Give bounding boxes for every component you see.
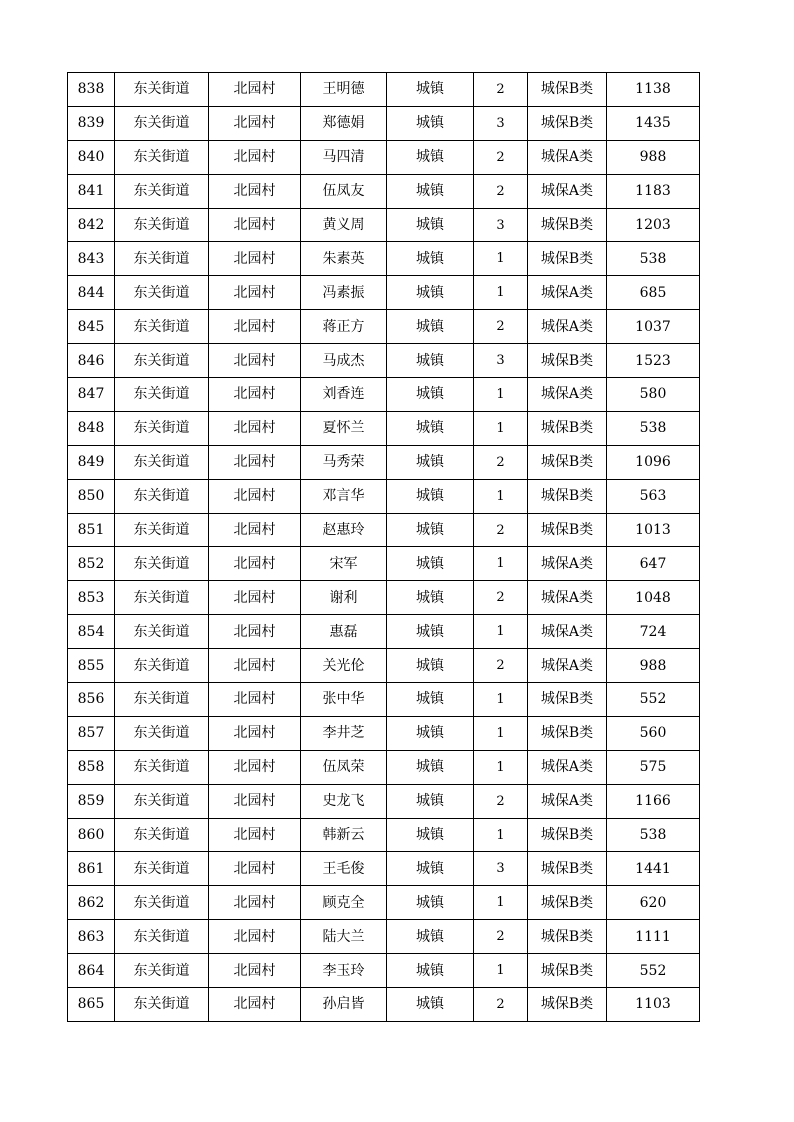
row-number-cell: 865 [68, 988, 115, 1022]
amount-cell: 580 [607, 378, 700, 412]
table-row [68, 784, 700, 818]
member-count-cell: 2 [474, 73, 528, 107]
category-cell: 城保B类 [528, 988, 607, 1022]
name-cell: 郑德娟 [301, 106, 387, 140]
name-cell: 朱素英 [301, 242, 387, 276]
amount-cell: 1441 [607, 852, 700, 886]
village-cell: 北园村 [209, 378, 301, 412]
table-row [68, 886, 700, 920]
household-type-cell: 城镇 [387, 174, 474, 208]
member-count-cell: 1 [474, 716, 528, 750]
name-cell: 邓言华 [301, 479, 387, 513]
name-cell: 马四清 [301, 140, 387, 174]
member-count-cell: 2 [474, 174, 528, 208]
name-cell: 蒋正方 [301, 310, 387, 344]
row-number-cell: 840 [68, 140, 115, 174]
street-cell: 东关街道 [115, 954, 209, 988]
street-cell: 东关街道 [115, 242, 209, 276]
name-cell: 李玉玲 [301, 954, 387, 988]
amount-cell: 647 [607, 547, 700, 581]
name-cell: 孙启皆 [301, 988, 387, 1022]
name-cell: 谢利 [301, 581, 387, 615]
member-count-cell: 1 [474, 954, 528, 988]
table-row [68, 513, 700, 547]
member-count-cell: 1 [474, 683, 528, 717]
category-cell: 城保B类 [528, 852, 607, 886]
village-cell: 北园村 [209, 310, 301, 344]
category-cell: 城保A类 [528, 581, 607, 615]
village-cell: 北园村 [209, 852, 301, 886]
street-cell: 东关街道 [115, 445, 209, 479]
table-row [68, 683, 700, 717]
village-cell: 北园村 [209, 106, 301, 140]
row-number-cell: 848 [68, 411, 115, 445]
household-type-cell: 城镇 [387, 445, 474, 479]
household-type-cell: 城镇 [387, 276, 474, 310]
row-number-cell: 843 [68, 242, 115, 276]
street-cell: 东关街道 [115, 73, 209, 107]
row-number-cell: 850 [68, 479, 115, 513]
category-cell: 城保B类 [528, 513, 607, 547]
member-count-cell: 2 [474, 649, 528, 683]
household-type-cell: 城镇 [387, 73, 474, 107]
row-number-cell: 862 [68, 886, 115, 920]
category-cell: 城保B类 [528, 818, 607, 852]
category-cell: 城保B类 [528, 683, 607, 717]
village-cell: 北园村 [209, 818, 301, 852]
amount-cell: 575 [607, 750, 700, 784]
household-type-cell: 城镇 [387, 649, 474, 683]
member-count-cell: 3 [474, 208, 528, 242]
category-cell: 城保B类 [528, 716, 607, 750]
village-cell: 北园村 [209, 73, 301, 107]
street-cell: 东关街道 [115, 276, 209, 310]
household-type-cell: 城镇 [387, 581, 474, 615]
name-cell: 伍凤荣 [301, 750, 387, 784]
village-cell: 北园村 [209, 547, 301, 581]
table-row [68, 750, 700, 784]
village-cell: 北园村 [209, 954, 301, 988]
row-number-cell: 839 [68, 106, 115, 140]
household-type-cell: 城镇 [387, 411, 474, 445]
village-cell: 北园村 [209, 411, 301, 445]
street-cell: 东关街道 [115, 750, 209, 784]
street-cell: 东关街道 [115, 344, 209, 378]
row-number-cell: 856 [68, 683, 115, 717]
row-number-cell: 841 [68, 174, 115, 208]
name-cell: 赵惠玲 [301, 513, 387, 547]
category-cell: 城保A类 [528, 547, 607, 581]
amount-cell: 1103 [607, 988, 700, 1022]
row-number-cell: 849 [68, 445, 115, 479]
household-type-cell: 城镇 [387, 988, 474, 1022]
member-count-cell: 2 [474, 140, 528, 174]
category-cell: 城保B类 [528, 106, 607, 140]
table-row [68, 174, 700, 208]
row-number-cell: 852 [68, 547, 115, 581]
street-cell: 东关街道 [115, 378, 209, 412]
row-number-cell: 864 [68, 954, 115, 988]
table-row [68, 378, 700, 412]
category-cell: 城保A类 [528, 784, 607, 818]
amount-cell: 563 [607, 479, 700, 513]
household-type-cell: 城镇 [387, 615, 474, 649]
village-cell: 北园村 [209, 988, 301, 1022]
amount-cell: 1037 [607, 310, 700, 344]
member-count-cell: 2 [474, 310, 528, 344]
row-number-cell: 857 [68, 716, 115, 750]
amount-cell: 552 [607, 683, 700, 717]
member-count-cell: 1 [474, 242, 528, 276]
category-cell: 城保B类 [528, 920, 607, 954]
street-cell: 东关街道 [115, 581, 209, 615]
table-row [68, 615, 700, 649]
table-row [68, 988, 700, 1022]
village-cell: 北园村 [209, 174, 301, 208]
household-type-cell: 城镇 [387, 852, 474, 886]
member-count-cell: 2 [474, 920, 528, 954]
row-number-cell: 860 [68, 818, 115, 852]
household-type-cell: 城镇 [387, 547, 474, 581]
member-count-cell: 1 [474, 276, 528, 310]
row-number-cell: 863 [68, 920, 115, 954]
street-cell: 东关街道 [115, 310, 209, 344]
amount-cell: 1166 [607, 784, 700, 818]
table-row [68, 581, 700, 615]
member-count-cell: 1 [474, 886, 528, 920]
street-cell: 东关街道 [115, 174, 209, 208]
village-cell: 北园村 [209, 920, 301, 954]
member-count-cell: 2 [474, 581, 528, 615]
category-cell: 城保A类 [528, 310, 607, 344]
member-count-cell: 2 [474, 513, 528, 547]
amount-cell: 1138 [607, 73, 700, 107]
table-row [68, 106, 700, 140]
category-cell: 城保B类 [528, 344, 607, 378]
village-cell: 北园村 [209, 445, 301, 479]
category-cell: 城保A类 [528, 615, 607, 649]
name-cell: 冯素振 [301, 276, 387, 310]
member-count-cell: 3 [474, 852, 528, 886]
village-cell: 北园村 [209, 683, 301, 717]
amount-cell: 1523 [607, 344, 700, 378]
amount-cell: 1203 [607, 208, 700, 242]
amount-cell: 1048 [607, 581, 700, 615]
table-row [68, 479, 700, 513]
roster-table [67, 72, 700, 1022]
household-type-cell: 城镇 [387, 954, 474, 988]
village-cell: 北园村 [209, 276, 301, 310]
row-number-cell: 855 [68, 649, 115, 683]
row-number-cell: 859 [68, 784, 115, 818]
name-cell: 夏怀兰 [301, 411, 387, 445]
village-cell: 北园村 [209, 750, 301, 784]
street-cell: 东关街道 [115, 615, 209, 649]
row-number-cell: 858 [68, 750, 115, 784]
row-number-cell: 842 [68, 208, 115, 242]
household-type-cell: 城镇 [387, 716, 474, 750]
row-number-cell: 845 [68, 310, 115, 344]
category-cell: 城保B类 [528, 954, 607, 988]
name-cell: 马成杰 [301, 344, 387, 378]
household-type-cell: 城镇 [387, 242, 474, 276]
street-cell: 东关街道 [115, 988, 209, 1022]
household-type-cell: 城镇 [387, 886, 474, 920]
table-row [68, 208, 700, 242]
household-type-cell: 城镇 [387, 920, 474, 954]
member-count-cell: 1 [474, 750, 528, 784]
household-type-cell: 城镇 [387, 513, 474, 547]
category-cell: 城保B类 [528, 411, 607, 445]
name-cell: 陆大兰 [301, 920, 387, 954]
category-cell: 城保B类 [528, 73, 607, 107]
village-cell: 北园村 [209, 581, 301, 615]
category-cell: 城保B类 [528, 242, 607, 276]
amount-cell: 1183 [607, 174, 700, 208]
village-cell: 北园村 [209, 208, 301, 242]
name-cell: 李井芝 [301, 716, 387, 750]
category-cell: 城保A类 [528, 276, 607, 310]
category-cell: 城保B类 [528, 479, 607, 513]
street-cell: 东关街道 [115, 852, 209, 886]
household-type-cell: 城镇 [387, 784, 474, 818]
name-cell: 顾克全 [301, 886, 387, 920]
amount-cell: 538 [607, 411, 700, 445]
table-row [68, 445, 700, 479]
household-type-cell: 城镇 [387, 818, 474, 852]
member-count-cell: 1 [474, 479, 528, 513]
household-type-cell: 城镇 [387, 683, 474, 717]
name-cell: 刘香连 [301, 378, 387, 412]
row-number-cell: 847 [68, 378, 115, 412]
row-number-cell: 861 [68, 852, 115, 886]
household-type-cell: 城镇 [387, 750, 474, 784]
table-row [68, 140, 700, 174]
table-row [68, 852, 700, 886]
name-cell: 黄义周 [301, 208, 387, 242]
table-row [68, 954, 700, 988]
roster-body [68, 73, 700, 1022]
amount-cell: 1013 [607, 513, 700, 547]
street-cell: 东关街道 [115, 140, 209, 174]
household-type-cell: 城镇 [387, 106, 474, 140]
amount-cell: 685 [607, 276, 700, 310]
street-cell: 东关街道 [115, 683, 209, 717]
street-cell: 东关街道 [115, 886, 209, 920]
category-cell: 城保B类 [528, 886, 607, 920]
village-cell: 北园村 [209, 784, 301, 818]
category-cell: 城保B类 [528, 208, 607, 242]
row-number-cell: 838 [68, 73, 115, 107]
street-cell: 东关街道 [115, 208, 209, 242]
village-cell: 北园村 [209, 479, 301, 513]
household-type-cell: 城镇 [387, 479, 474, 513]
street-cell: 东关街道 [115, 547, 209, 581]
table-row [68, 310, 700, 344]
amount-cell: 552 [607, 954, 700, 988]
table-row [68, 649, 700, 683]
row-number-cell: 853 [68, 581, 115, 615]
table-row [68, 276, 700, 310]
table-row [68, 818, 700, 852]
household-type-cell: 城镇 [387, 310, 474, 344]
category-cell: 城保A类 [528, 378, 607, 412]
village-cell: 北园村 [209, 886, 301, 920]
category-cell: 城保A类 [528, 649, 607, 683]
name-cell: 关光伦 [301, 649, 387, 683]
member-count-cell: 3 [474, 106, 528, 140]
street-cell: 东关街道 [115, 106, 209, 140]
row-number-cell: 854 [68, 615, 115, 649]
name-cell: 伍凤友 [301, 174, 387, 208]
household-type-cell: 城镇 [387, 378, 474, 412]
member-count-cell: 1 [474, 818, 528, 852]
amount-cell: 1111 [607, 920, 700, 954]
table-row [68, 547, 700, 581]
household-type-cell: 城镇 [387, 140, 474, 174]
member-count-cell: 1 [474, 411, 528, 445]
table-row [68, 344, 700, 378]
street-cell: 东关街道 [115, 784, 209, 818]
street-cell: 东关街道 [115, 649, 209, 683]
member-count-cell: 1 [474, 615, 528, 649]
name-cell: 马秀荣 [301, 445, 387, 479]
street-cell: 东关街道 [115, 716, 209, 750]
household-type-cell: 城镇 [387, 208, 474, 242]
amount-cell: 538 [607, 818, 700, 852]
category-cell: 城保A类 [528, 140, 607, 174]
village-cell: 北园村 [209, 513, 301, 547]
table-row [68, 73, 700, 107]
street-cell: 东关街道 [115, 920, 209, 954]
table-row [68, 920, 700, 954]
name-cell: 张中华 [301, 683, 387, 717]
name-cell: 惠磊 [301, 615, 387, 649]
amount-cell: 988 [607, 140, 700, 174]
amount-cell: 538 [607, 242, 700, 276]
row-number-cell: 851 [68, 513, 115, 547]
table-row [68, 411, 700, 445]
category-cell: 城保A类 [528, 750, 607, 784]
member-count-cell: 2 [474, 988, 528, 1022]
amount-cell: 724 [607, 615, 700, 649]
household-type-cell: 城镇 [387, 344, 474, 378]
amount-cell: 1435 [607, 106, 700, 140]
name-cell: 韩新云 [301, 818, 387, 852]
name-cell: 史龙飞 [301, 784, 387, 818]
street-cell: 东关街道 [115, 411, 209, 445]
member-count-cell: 2 [474, 784, 528, 818]
amount-cell: 560 [607, 716, 700, 750]
village-cell: 北园村 [209, 140, 301, 174]
category-cell: 城保B类 [528, 445, 607, 479]
name-cell: 王毛俊 [301, 852, 387, 886]
row-number-cell: 846 [68, 344, 115, 378]
street-cell: 东关街道 [115, 513, 209, 547]
member-count-cell: 1 [474, 547, 528, 581]
amount-cell: 620 [607, 886, 700, 920]
village-cell: 北园村 [209, 615, 301, 649]
member-count-cell: 1 [474, 378, 528, 412]
member-count-cell: 2 [474, 445, 528, 479]
village-cell: 北园村 [209, 242, 301, 276]
row-number-cell: 844 [68, 276, 115, 310]
street-cell: 东关街道 [115, 818, 209, 852]
name-cell: 宋军 [301, 547, 387, 581]
street-cell: 东关街道 [115, 479, 209, 513]
amount-cell: 1096 [607, 445, 700, 479]
table-row [68, 716, 700, 750]
name-cell: 王明德 [301, 73, 387, 107]
amount-cell: 988 [607, 649, 700, 683]
member-count-cell: 3 [474, 344, 528, 378]
table-row [68, 242, 700, 276]
village-cell: 北园村 [209, 649, 301, 683]
village-cell: 北园村 [209, 344, 301, 378]
category-cell: 城保A类 [528, 174, 607, 208]
village-cell: 北园村 [209, 716, 301, 750]
